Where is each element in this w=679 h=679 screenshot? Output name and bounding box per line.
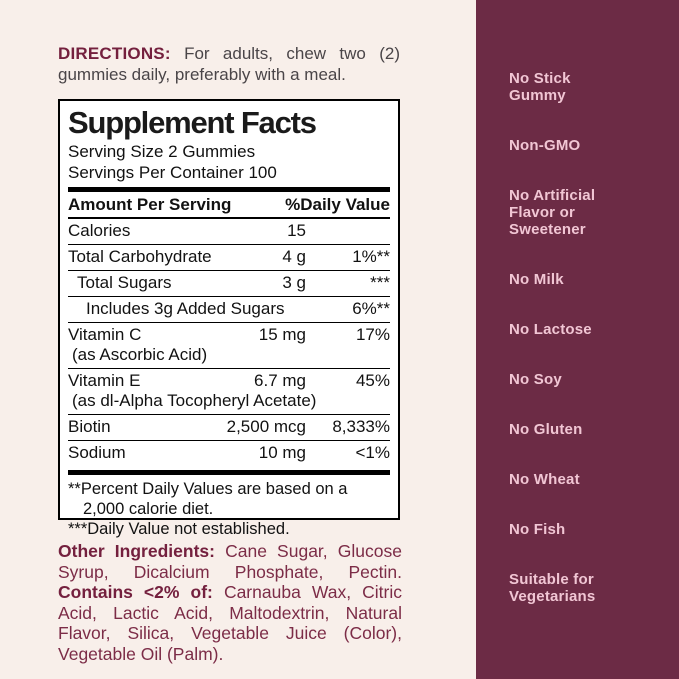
nutrient-daily-value: 6%**	[352, 299, 390, 318]
nutrient-name: Vitamin E	[68, 371, 141, 390]
nutrient-row-line	[68, 273, 390, 293]
nutrient-row	[68, 415, 390, 441]
nutrient-name: Vitamin C	[68, 325, 142, 344]
nutrient-row-line	[68, 247, 390, 267]
daily-value-header: %Daily Value	[285, 195, 390, 214]
nutrient-amount: 15	[287, 221, 306, 240]
nutrient-daily-value: 8,333%	[332, 417, 390, 436]
nutrient-row-line	[68, 417, 390, 437]
nutrient-row	[68, 323, 390, 369]
nutrient-name: Sodium	[68, 443, 126, 462]
nutrient-row-line	[68, 221, 390, 241]
serving-size: Serving Size 2 Gummies	[68, 142, 256, 161]
footnotes	[68, 475, 390, 539]
nutrient-row	[68, 271, 390, 297]
nutrient-daily-value: 45%	[355, 371, 390, 390]
nutrient-amount: 10 mg	[258, 443, 306, 462]
directions-text: For adults, chew two (2) gummies daily, preferably with a meal.	[58, 44, 400, 84]
nutrient-subtext: (as Ascorbic Acid)	[72, 345, 208, 364]
nutrient-daily-value: 17%	[355, 325, 390, 344]
nutrient-name: Total Sugars	[77, 273, 172, 292]
feature-item: No Wheat	[509, 471, 580, 488]
nutrient-amount	[284, 299, 339, 319]
directions-label: DIRECTIONS:	[58, 44, 171, 63]
feature-sidebar	[476, 0, 679, 679]
feature-item: No Fish	[509, 521, 566, 538]
nutrient-name: Includes 3g Added Sugars	[86, 299, 285, 318]
contains-label: Contains <2% of:	[58, 582, 213, 602]
nutrient-row-line	[68, 325, 390, 345]
nutrient-subtext: (as dl-Alpha Tocopheryl Acetate)	[72, 391, 317, 410]
supplement-facts-panel	[58, 99, 400, 538]
other-ingredients-label: Other Ingredients:	[58, 541, 215, 561]
feature-item: Suitable for Vegetarians	[509, 571, 596, 605]
nutrient-row	[68, 219, 390, 245]
nutrient-name: Total Carbohydrate	[68, 247, 212, 266]
nutrient-row	[68, 297, 390, 323]
footnote-dv-not-established: ***Daily Value not established.	[68, 520, 290, 538]
nutrient-row-line	[68, 299, 390, 319]
nutrient-amount: 2,500 mcg	[226, 417, 306, 436]
nutrient-amount: 15 mg	[258, 325, 306, 344]
nutrient-row-line	[68, 443, 390, 463]
feature-item: No Lactose	[509, 321, 592, 338]
nutrient-name: Calories	[68, 221, 131, 240]
nutrient-row-line	[68, 371, 390, 391]
nutrient-row	[68, 245, 390, 271]
feature-item: No Soy	[509, 371, 562, 388]
amount-per-serving-header: Amount Per Serving	[68, 195, 232, 214]
directions-paragraph	[58, 43, 400, 85]
nutrient-daily-value: ***	[370, 273, 390, 292]
nutrient-row	[68, 369, 390, 415]
supplement-rows	[68, 219, 390, 466]
servings-per-container: Servings Per Container 100	[68, 163, 277, 182]
contains-text: Carnauba Wax, Citric Acid, Lactic Acid, Maltodextrin, Natural Flavor, Silica, Vegetable Juice (Color), Vegetable Oil (Palm).	[58, 582, 402, 664]
facts-header-row	[68, 192, 390, 219]
footnote-daily-values: **Percent Daily Values are based on a 2,000 calorie diet.	[68, 480, 348, 518]
feature-item: No Stick Gummy	[509, 70, 571, 104]
nutrient-daily-value: 1%**	[352, 247, 390, 266]
nutrient-row	[68, 441, 390, 466]
nutrient-name: Biotin	[68, 417, 111, 436]
feature-item: No Artificial Flavor or Sweetener	[509, 187, 596, 238]
nutrient-amount: 6.7 mg	[254, 371, 306, 390]
nutrient-amount: 3 g	[282, 273, 306, 292]
supplement-facts-title: Supplement Facts	[68, 105, 316, 140]
other-ingredients-paragraph	[58, 541, 402, 664]
feature-item: Non-GMO	[509, 137, 581, 154]
nutrient-daily-value	[306, 221, 390, 241]
feature-item: No Gluten	[509, 421, 583, 438]
nutrient-daily-value: <1%	[355, 443, 390, 462]
other-ingredients-text: Cane Sugar, Glucose Syrup, Dicalcium Phosphate, Pectin.	[58, 541, 402, 582]
feature-item: No Milk	[509, 271, 564, 288]
nutrient-amount: 4 g	[282, 247, 306, 266]
